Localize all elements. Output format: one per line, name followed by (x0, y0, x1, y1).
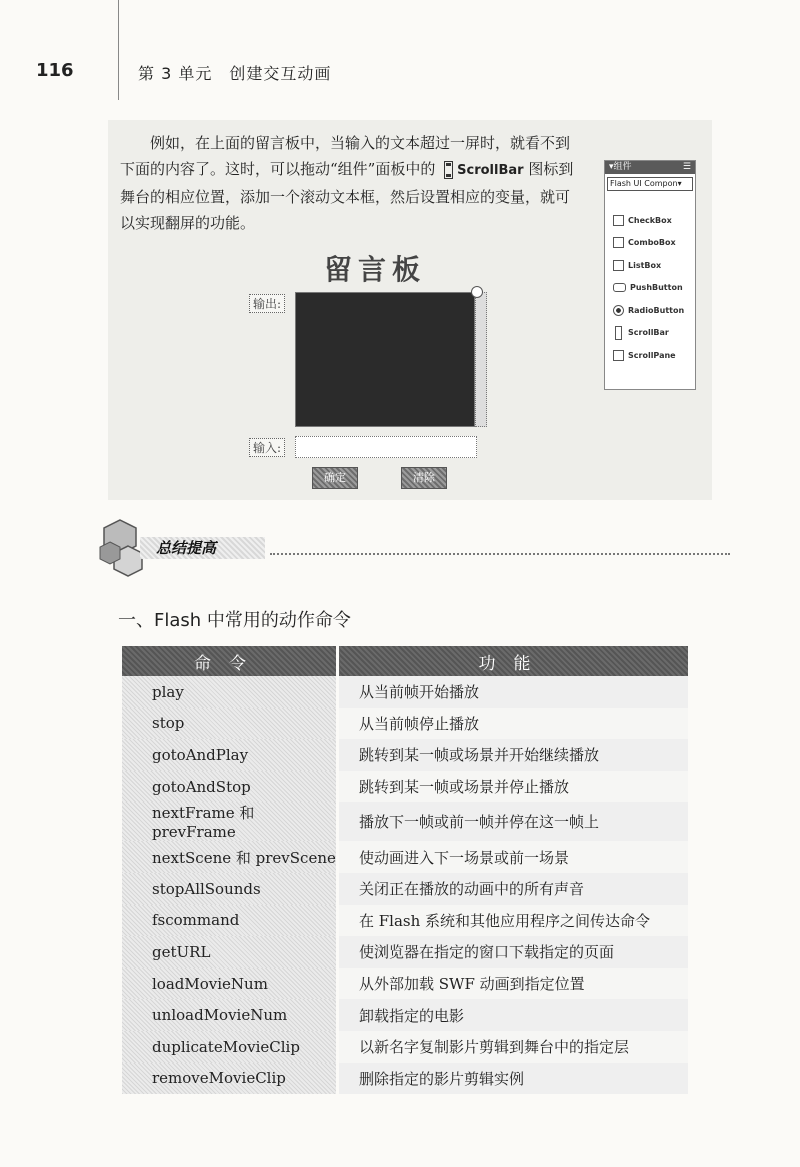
function-cell: 跳转到某一帧或场景并停止播放 (338, 771, 689, 803)
scrollbar-icon (615, 326, 622, 340)
scrollpane-icon (613, 350, 624, 361)
components-panel-title: ▾组件 (609, 162, 632, 172)
registration-point-icon (471, 286, 483, 298)
output-text-area (295, 292, 475, 427)
table-row (122, 1063, 688, 1095)
table-row (122, 802, 688, 841)
pushbutton-icon (613, 283, 626, 292)
radiobutton-icon (613, 305, 624, 316)
table-row (122, 968, 688, 1000)
command-cell: play (122, 676, 338, 708)
function-cell: 在 Flash 系统和其他应用程序之间传达命令 (338, 905, 689, 937)
command-cell: stopAllSounds (122, 873, 338, 905)
function-cell: 跳转到某一帧或场景并开始继续播放 (338, 739, 689, 771)
component-item-pushbutton[interactable]: PushButton (605, 277, 695, 300)
component-list (605, 209, 695, 367)
page-number: 116 (36, 60, 74, 81)
table-header-function: 功能 (338, 646, 689, 676)
component-item-listbox[interactable]: ListBox (605, 254, 695, 277)
input-label: 输入: (249, 438, 285, 457)
listbox-icon (613, 260, 624, 271)
function-cell: 从当前帧开始播放 (338, 676, 689, 708)
command-cell: gotoAndPlay (122, 739, 338, 771)
output-label: 输出: (249, 294, 285, 313)
command-cell: gotoAndStop (122, 771, 338, 803)
component-item-scrollbar[interactable]: ScrollBar (605, 322, 695, 345)
component-item-combobox[interactable]: ComboBox (605, 232, 695, 255)
table-row (122, 841, 688, 873)
function-cell: 删除指定的影片剪辑实例 (338, 1063, 689, 1095)
confirm-button[interactable]: 确定 (312, 467, 358, 489)
function-cell: 从当前帧停止播放 (338, 708, 689, 740)
scrollbar-component-name: ScrollBar (457, 163, 524, 178)
header-divider (118, 0, 119, 100)
input-text-field[interactable] (295, 436, 477, 458)
table-row (122, 739, 688, 771)
command-cell: stop (122, 708, 338, 740)
command-cell: duplicateMovieClip (122, 1031, 338, 1063)
table-row (122, 936, 688, 968)
checkbox-icon (613, 215, 624, 226)
table-row (122, 1031, 688, 1063)
section-title: 一、Flash 中常用的动作命令 (118, 610, 351, 631)
output-scrollbar[interactable] (475, 292, 487, 427)
command-cell: unloadMovieNum (122, 999, 338, 1031)
components-panel-header[interactable] (605, 161, 695, 174)
dotted-divider (270, 553, 730, 555)
function-cell: 使浏览器在指定的窗口下载指定的页面 (338, 936, 689, 968)
table-row (122, 676, 688, 708)
function-cell: 播放下一帧或前一帧并停在这一帧上 (338, 802, 689, 841)
command-cell: nextFrame 和 prevFrame (122, 802, 338, 841)
function-cell: 从外部加载 SWF 动画到指定位置 (338, 968, 689, 1000)
function-cell: 使动画进入下一场景或前一场景 (338, 841, 689, 873)
components-panel (604, 160, 696, 390)
table-row (122, 708, 688, 740)
component-item-scrollpane[interactable]: ScrollPane (605, 344, 695, 367)
panel-menu-icon[interactable]: ☰ (682, 162, 691, 172)
component-item-radiobutton[interactable]: RadioButton (605, 299, 695, 322)
table-row (122, 771, 688, 803)
intro-text-after: 图标到舞台的相应位置，添加一个滚动文本框，然后设置相应的变量，就可以实现翻屏的功能。 (120, 160, 574, 232)
command-cell: getURL (122, 936, 338, 968)
component-set-dropdown[interactable]: Flash UI Compon▾ (607, 177, 693, 191)
command-cell: removeMovieClip (122, 1063, 338, 1095)
table-row (122, 905, 688, 937)
intro-paragraph (120, 130, 580, 236)
table-row (122, 873, 688, 905)
command-cell: nextScene 和 prevScene (122, 841, 338, 873)
command-cell: fscommand (122, 905, 338, 937)
combobox-icon (613, 237, 624, 248)
clear-button[interactable]: 清除 (401, 467, 447, 489)
command-cell: loadMovieNum (122, 968, 338, 1000)
function-cell: 关闭正在播放的动画中的所有声音 (338, 873, 689, 905)
component-item-checkbox[interactable]: CheckBox (605, 209, 695, 232)
guestbook-title: 留言板 (324, 253, 427, 286)
scrollbar-icon (444, 161, 453, 179)
function-cell: 卸载指定的电影 (338, 999, 689, 1031)
actions-table (122, 646, 688, 1094)
summary-banner: 总结提高 (140, 537, 265, 559)
function-cell: 以新名字复制影片剪辑到舞台中的指定层 (338, 1031, 689, 1063)
unit-title: 第 3 单元 创建交互动画 (138, 64, 332, 83)
table-row (122, 999, 688, 1031)
intro-text-before: 例如，在上面的留言板中，当输入的文本超过一屏时，就看不到下面的内容了。这时，可以拖动“组件”面板中的 (120, 134, 571, 178)
table-header-command: 命令 (122, 646, 338, 676)
